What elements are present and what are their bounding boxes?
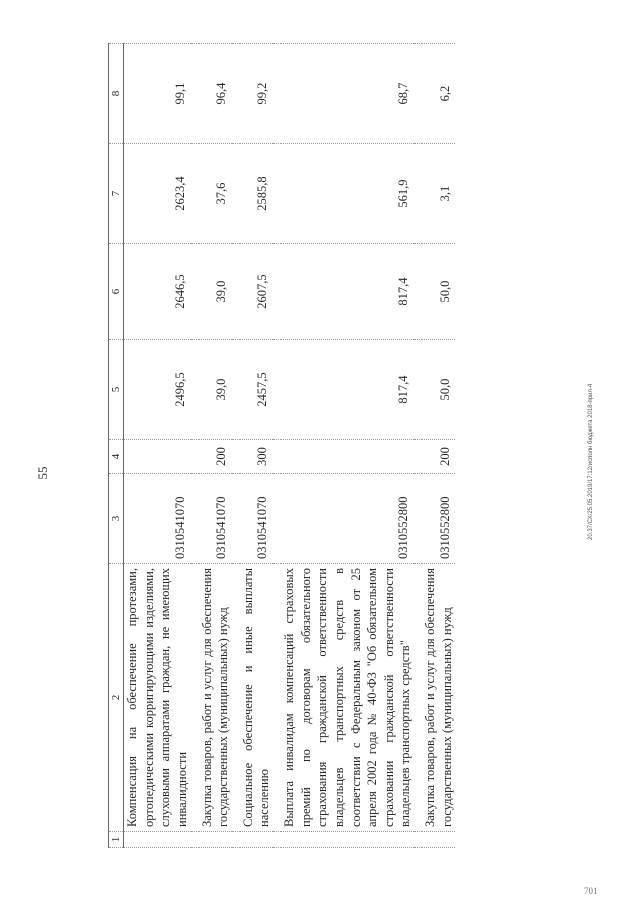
row-value-8: 99,2 [240, 44, 273, 144]
row-code: 0310541070 [240, 474, 273, 564]
row-value-5: 2496,5 [124, 340, 191, 440]
column-header: 6 [109, 244, 124, 340]
row-value-7: 2623,4 [124, 144, 191, 244]
budget-table [108, 43, 455, 848]
column-header: 5 [109, 340, 124, 440]
row-type: 200 [199, 440, 232, 474]
table-header-row [109, 44, 124, 848]
row-value-5: 39,0 [199, 340, 232, 440]
column-header: 1 [109, 832, 124, 848]
footer-file-path: 20.37/СХ/25.05.2019/17:12/исполн бюджета 2018-прил-4 [588, 383, 594, 540]
row-type [124, 440, 191, 474]
row-value-6: 2646,5 [124, 244, 191, 340]
row-code: 0310552800 [281, 474, 414, 564]
row-value-8: 6,2 [422, 44, 455, 144]
row-type: 300 [240, 440, 273, 474]
row-value-7: 2585,8 [240, 144, 273, 244]
column-header: 3 [109, 474, 124, 564]
row-value-6: 2607,5 [240, 244, 273, 340]
row-value-8: 99,1 [124, 44, 191, 144]
budget-table-rotated [108, 44, 598, 848]
table-row [124, 44, 191, 848]
row-name: Закупка товаров, работ и услуг для обеспечения государственных (муниципальных) нужд [199, 564, 232, 832]
row-value-6: 50,0 [422, 244, 455, 340]
row-value-6: 39,0 [199, 244, 232, 340]
row-value-8: 68,7 [281, 44, 414, 144]
page-number: 55 [35, 466, 50, 480]
row-value-5: 2457,5 [240, 340, 273, 440]
row-value-5: 817,4 [281, 340, 414, 440]
column-header: 7 [109, 144, 124, 244]
row-value-7: 37,6 [199, 144, 232, 244]
row-name: Компенсация на обеспечение протезами, ортопедическими корригирующими изделиями, слуховыми аппаратами граждан, не имеющих инвалидности [124, 564, 191, 832]
table-row [199, 44, 232, 848]
row-value-7: 3,1 [422, 144, 455, 244]
table-row [281, 44, 414, 848]
column-header: 2 [109, 564, 124, 832]
row-code: 0310541070 [124, 474, 191, 564]
row-value-8: 96,4 [199, 44, 232, 144]
row-value-7: 561,9 [281, 144, 414, 244]
row-code: 0310552800 [422, 474, 455, 564]
row-code: 0310541070 [199, 474, 232, 564]
table-row [422, 44, 455, 848]
row-type [281, 440, 414, 474]
table-row [240, 44, 273, 848]
corner-page-number: 701 [584, 886, 598, 896]
row-name: Закупка товаров, работ и услуг для обеспечения государственных (муниципальных) нужд [422, 564, 455, 832]
column-header: 4 [109, 440, 124, 474]
row-name: Выплата инвалидам компенсаций страховых премий по договорам обязательного страхования гражданской ответственности владельцев транспортных средств в соответствии с Федеральным законом от 25 апреля 2002 года № 40-ФЗ "Об обязательном страховании гражданской ответственности владельцев транспортных средств" [281, 564, 414, 832]
row-name: Социальное обеспечение и иные выплаты населению [240, 564, 273, 832]
row-value-5: 50,0 [422, 340, 455, 440]
row-type: 200 [422, 440, 455, 474]
column-header: 8 [109, 44, 124, 144]
row-value-6: 817,4 [281, 244, 414, 340]
